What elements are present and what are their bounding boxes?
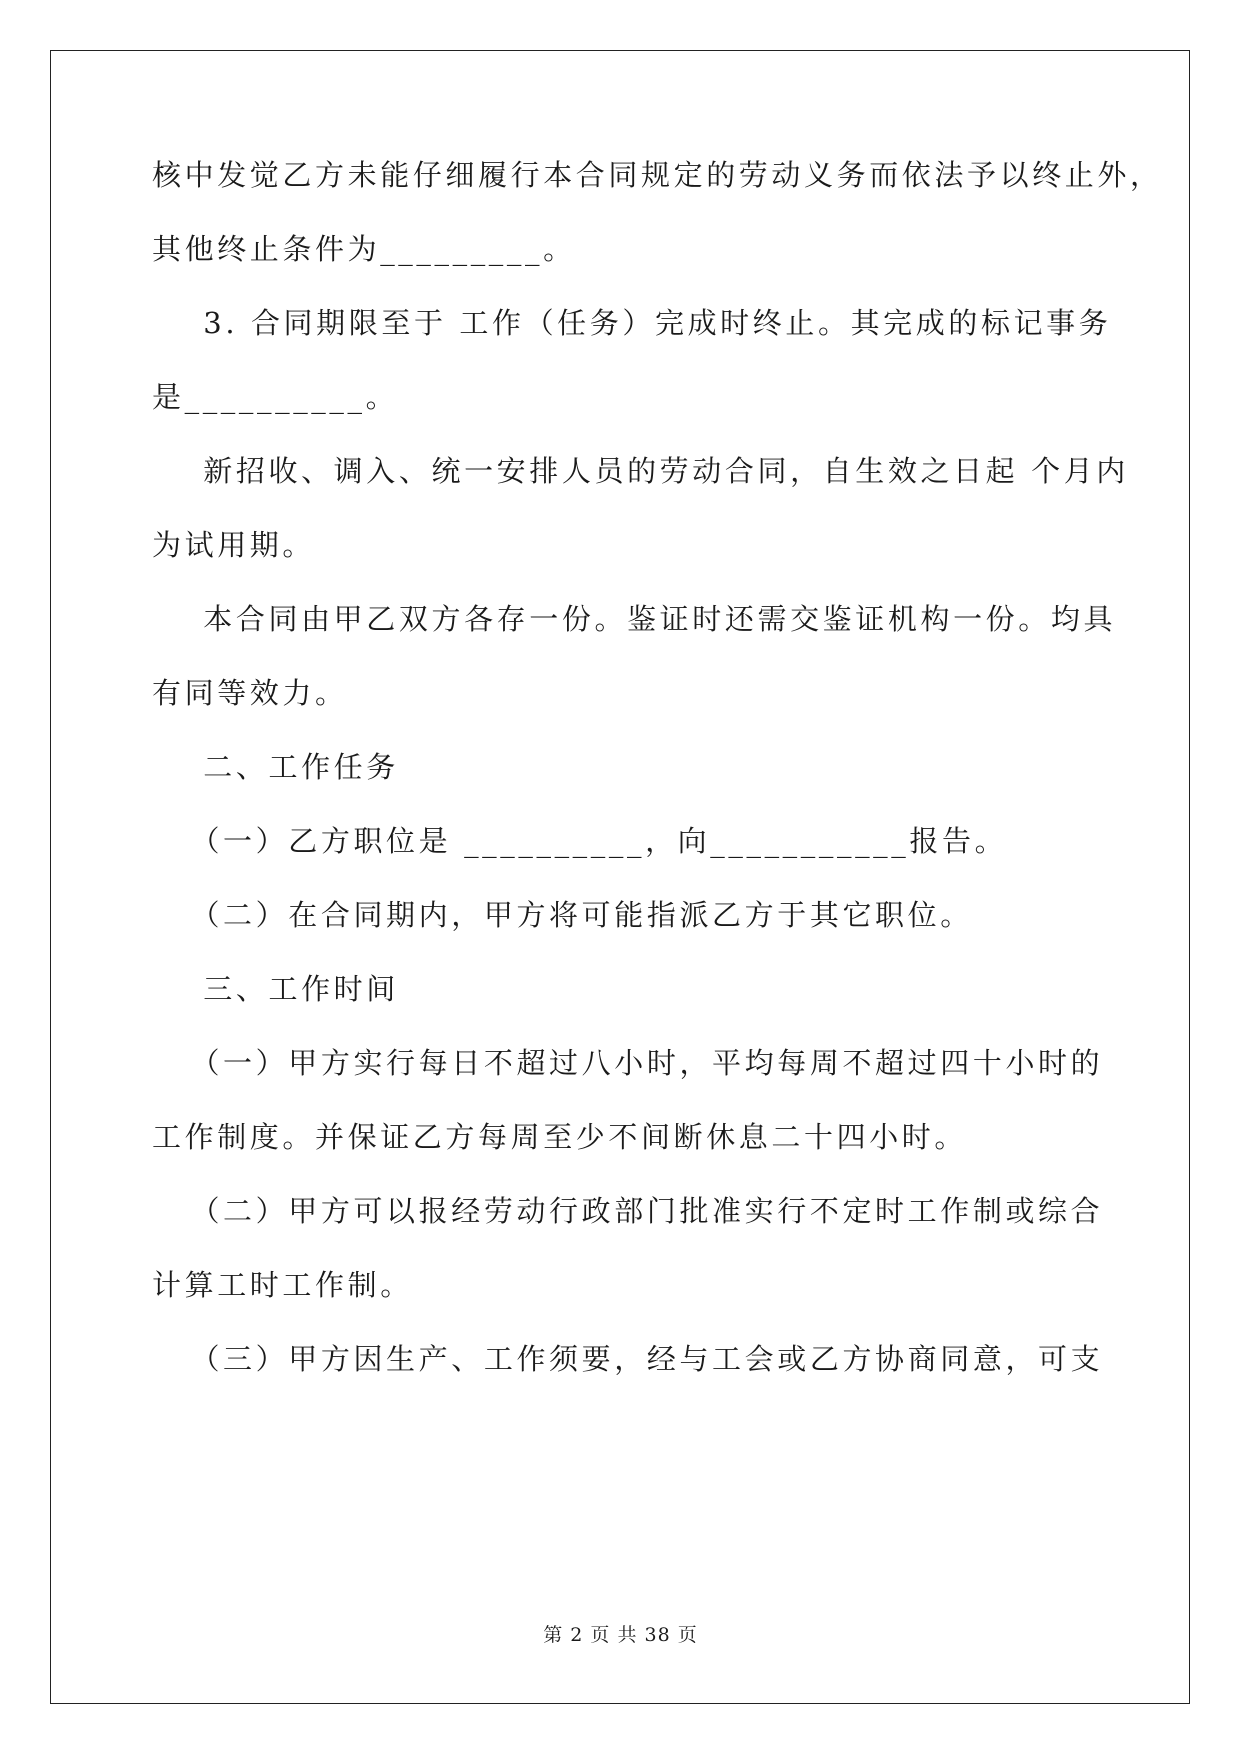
text-line: （一）甲方实行每日不超过八小时，平均每周不超过四十小时的 bbox=[152, 1046, 1104, 1080]
page-number-footer: 第 2 页 共 38 页 bbox=[543, 1624, 698, 1646]
section-heading: 二、工作任务 bbox=[152, 750, 399, 784]
text-line: 为试用期。 bbox=[152, 528, 316, 562]
text-line: 核中发觉乙方未能仔细履行本合同规定的劳动义务而依法予以终止外， bbox=[152, 158, 1163, 192]
text-line: 计算工时工作制。 bbox=[152, 1268, 413, 1302]
text-line: 工作制度。并保证乙方每周至少不间断休息二十四小时。 bbox=[152, 1120, 968, 1154]
section-heading: 三、工作时间 bbox=[152, 972, 399, 1006]
text-line: （三）甲方因生产、工作须要，经与工会或乙方协商同意，可支 bbox=[152, 1342, 1104, 1376]
text-line: 有同等效力。 bbox=[152, 676, 348, 710]
text-line: （一）乙方职位是 __________，向___________报告。 bbox=[152, 824, 1008, 858]
text-line: 本合同由甲乙双方各存一份。鉴证时还需交鉴证机构一份。均具 bbox=[152, 602, 1117, 636]
text-line: 3. 合同期限至于 工作（任务）完成时终止。其完成的标记事务 bbox=[152, 306, 1112, 340]
text-line: （二）甲方可以报经劳动行政部门批准实行不定时工作制或综合 bbox=[152, 1194, 1104, 1228]
text-line: 新招收、调入、统一安排人员的劳动合同，自生效之日起 个月内 bbox=[152, 454, 1129, 488]
page-border bbox=[50, 50, 1190, 1704]
text-line: 是__________。 bbox=[152, 380, 399, 414]
text-line: 其他终止条件为_________。 bbox=[152, 232, 576, 266]
text-line: （二）在合同期内，甲方将可能指派乙方于其它职位。 bbox=[152, 898, 973, 932]
